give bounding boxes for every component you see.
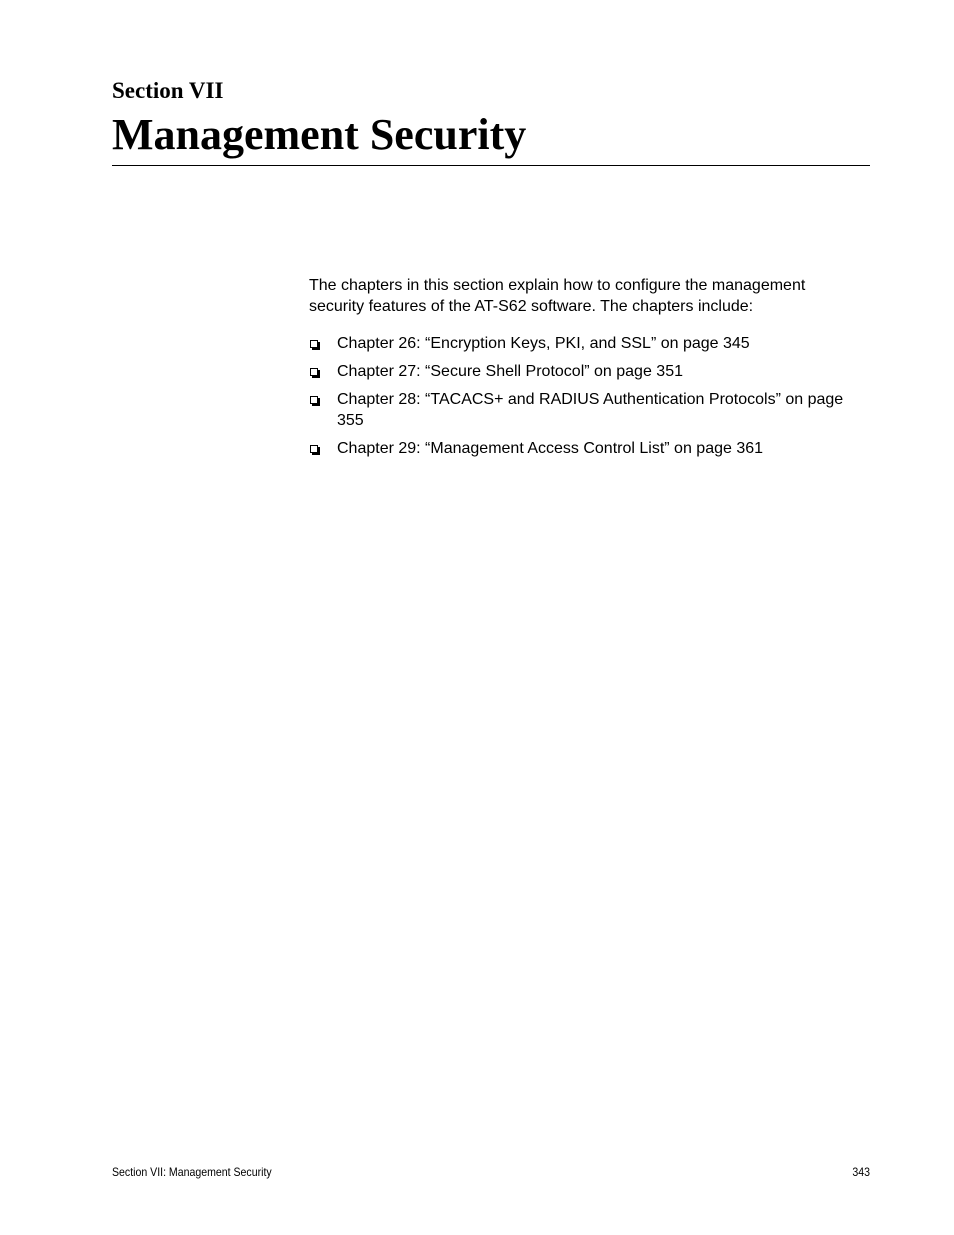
checkbox-bullet-icon xyxy=(310,445,318,453)
chapter-link-26[interactable]: Chapter 26: “Encryption Keys, PKI, and SSL” on page 345 xyxy=(337,335,750,352)
chapter-item-28 xyxy=(309,389,854,431)
chapter-item-26 xyxy=(309,333,854,354)
checkbox-bullet-icon xyxy=(310,396,318,404)
chapter-link-28[interactable]: Chapter 28: “TACACS+ and RADIUS Authentication Protocols” on page 355 xyxy=(337,391,844,429)
checkbox-bullet-icon xyxy=(310,340,318,348)
chapter-list xyxy=(309,333,854,459)
title-divider xyxy=(112,165,870,166)
checkbox-bullet-icon xyxy=(310,368,318,376)
section-content xyxy=(309,275,854,466)
intro-paragraph: The chapters in this section explain how to configure the management security features of the AT-S62 software. The chapters include: xyxy=(309,277,806,315)
chapter-link-27[interactable]: Chapter 27: “Secure Shell Protocol” on page 351 xyxy=(337,363,683,380)
section-label: Section VII xyxy=(112,78,224,103)
chapter-link-29[interactable]: Chapter 29: “Management Access Control List” on page 361 xyxy=(337,440,764,457)
chapter-item-27 xyxy=(309,361,854,382)
page-title: Management Security xyxy=(112,110,527,159)
chapter-item-29 xyxy=(309,438,854,459)
footer-page-number: 343 xyxy=(852,1165,870,1179)
footer-section-title: Section VII: Management Security xyxy=(112,1165,272,1179)
